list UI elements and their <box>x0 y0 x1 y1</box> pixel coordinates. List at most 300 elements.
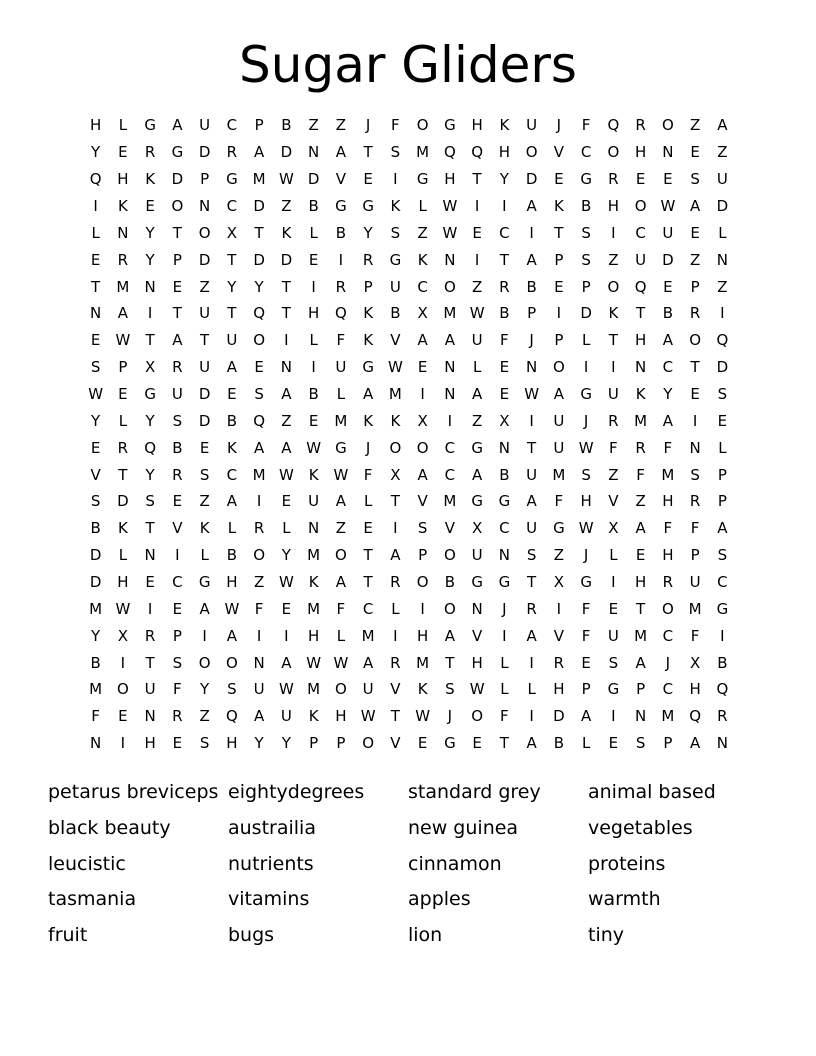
grid-letter: E <box>417 358 428 377</box>
grid-letter: Y <box>145 465 155 484</box>
grid-letter: Y <box>363 223 373 242</box>
word-bank-item: bugs <box>228 924 275 947</box>
grid-row <box>82 246 736 273</box>
grid-letter: O <box>416 116 429 135</box>
grid-letter: U <box>662 223 674 242</box>
grid-letter: E <box>363 170 373 189</box>
grid-letter: D <box>253 197 265 215</box>
grid-row <box>82 193 736 220</box>
grid-letter: L <box>718 223 727 242</box>
grid-letter: N <box>444 358 456 377</box>
grid-letter: A <box>362 385 374 404</box>
grid-letter: R <box>226 143 238 162</box>
grid-letter: X <box>608 519 619 538</box>
grid-letter: Q <box>634 277 647 296</box>
grid-letter: O <box>607 277 620 296</box>
grid-letter: M <box>89 599 103 618</box>
grid-letter: I <box>447 411 453 430</box>
grid-letter: D <box>307 170 320 189</box>
grid-letter: U <box>308 492 320 511</box>
grid-letter: S <box>581 465 591 484</box>
grid-letter: A <box>335 492 346 511</box>
grid-letter: W <box>469 680 485 699</box>
grid-letter: E <box>663 170 673 189</box>
grid-letter: H <box>335 707 347 726</box>
grid-letter: A <box>172 331 183 350</box>
grid-letter: E <box>363 519 373 538</box>
word-bank-item: proteins <box>588 852 666 875</box>
grid-letter: E <box>172 599 183 618</box>
word-bank-item: warmth <box>588 888 661 911</box>
grid-letter: I <box>338 250 344 269</box>
grid-letter: E <box>308 411 319 430</box>
grid-row <box>82 649 736 676</box>
grid-letter: C <box>717 573 728 592</box>
grid-letter: P <box>663 734 673 753</box>
grid-letter: D <box>198 385 211 404</box>
grid-letter: K <box>553 197 564 215</box>
grid-letter: Z <box>471 277 483 296</box>
grid-letter: R <box>144 626 156 645</box>
grid-letter: Z <box>308 116 319 135</box>
grid-letter: W <box>578 519 594 538</box>
grid-letter: E <box>717 411 728 430</box>
grid-letter: R <box>390 653 401 672</box>
grid-letter: G <box>607 680 620 699</box>
grid-letter: G <box>226 170 238 189</box>
grid-letter: N <box>144 277 156 296</box>
grid-letter: Z <box>717 143 728 162</box>
grid-letter: U <box>362 680 374 699</box>
letter-grid <box>82 112 736 757</box>
word-bank-item: new guinea <box>408 816 519 839</box>
grid-letter: Q <box>443 143 456 162</box>
grid-letter: M <box>661 707 675 726</box>
grid-letter: M <box>443 492 457 511</box>
grid-letter: G <box>444 116 456 135</box>
word-bank-item: animal based <box>588 781 716 803</box>
grid-letter: L <box>418 197 427 215</box>
grid-letter: F <box>663 438 673 457</box>
grid-letter: E <box>90 331 101 350</box>
grid-letter: X <box>689 653 701 672</box>
grid-letter: U <box>199 358 211 377</box>
grid-letter: A <box>471 385 483 404</box>
grid-letter: T <box>527 438 537 457</box>
grid-letter: W <box>115 599 131 618</box>
grid-letter: J <box>583 546 589 565</box>
grid-letter: E <box>499 385 510 404</box>
grid-letter: N <box>444 250 456 269</box>
grid-letter: N <box>526 358 538 377</box>
grid-letter: P <box>309 734 319 753</box>
grid-letter: D <box>525 170 538 189</box>
word-bank-item: austrailia <box>228 816 316 839</box>
grid-letter: C <box>662 358 674 377</box>
grid-letter: S <box>145 492 155 511</box>
grid-letter: N <box>144 546 156 565</box>
grid-letter: Y <box>254 277 264 296</box>
grid-letter: T <box>554 223 564 242</box>
grid-letter: M <box>552 465 566 484</box>
grid-letter: K <box>363 411 374 430</box>
grid-letter: M <box>416 143 430 162</box>
grid-row <box>82 354 736 381</box>
grid-letter: H <box>662 546 674 565</box>
grid-letter: K <box>145 170 156 189</box>
grid-letter: X <box>553 573 565 592</box>
grid-letter: Z <box>553 546 565 565</box>
grid-letter: K <box>117 197 128 215</box>
grid-row <box>82 166 736 193</box>
grid-letter: C <box>635 223 646 242</box>
grid-letter: H <box>607 197 620 215</box>
grid-letter: M <box>634 626 648 645</box>
grid-letter: H <box>144 734 156 753</box>
grid-letter: F <box>254 599 264 618</box>
grid-letter: U <box>635 250 647 269</box>
grid-letter: C <box>444 438 456 457</box>
grid-letter: T <box>445 653 455 672</box>
grid-letter: N <box>117 223 129 242</box>
grid-letter: Z <box>335 116 347 135</box>
grid-letter: Y <box>254 734 264 753</box>
grid-letter: C <box>226 116 238 135</box>
grid-letter: I <box>556 599 562 618</box>
grid-letter: S <box>172 653 183 672</box>
grid-letter: W <box>333 465 349 484</box>
grid-letter: B <box>90 653 101 672</box>
grid-row <box>82 139 736 166</box>
grid-letter: I <box>474 250 480 269</box>
grid-letter: Y <box>200 680 210 699</box>
grid-letter: N <box>90 304 102 323</box>
grid-letter: E <box>554 277 564 296</box>
grid-letter: M <box>252 170 266 189</box>
grid-letter: L <box>91 223 100 242</box>
grid-letter: A <box>526 492 537 511</box>
grid-row <box>82 327 736 354</box>
grid-letter: R <box>117 438 129 457</box>
grid-letter: S <box>581 250 591 269</box>
grid-letter: K <box>281 223 292 242</box>
grid-letter: S <box>390 143 401 162</box>
grid-letter: L <box>391 599 400 618</box>
grid-letter: U <box>199 304 211 323</box>
grid-letter: S <box>717 385 728 404</box>
grid-letter: H <box>117 573 129 592</box>
grid-letter: F <box>690 519 700 538</box>
grid-letter: E <box>635 546 646 565</box>
grid-letter: U <box>471 331 483 350</box>
grid-letter: E <box>281 492 292 511</box>
grid-letter: M <box>661 465 675 484</box>
grid-letter: G <box>198 573 211 592</box>
grid-letter: T <box>363 546 373 565</box>
grid-letter: U <box>226 331 238 350</box>
grid-letter: Y <box>91 143 101 162</box>
grid-letter: G <box>144 116 156 135</box>
grid-letter: E <box>554 170 564 189</box>
grid-letter: V <box>471 626 483 645</box>
grid-letter: R <box>689 492 701 511</box>
grid-letter: N <box>199 197 211 215</box>
grid-letter: M <box>361 626 375 645</box>
grid-letter: M <box>116 277 130 296</box>
grid-letter: Y <box>145 250 155 269</box>
grid-letter: W <box>442 223 458 242</box>
grid-letter: S <box>690 170 700 189</box>
grid-letter: X <box>117 626 129 645</box>
grid-letter: B <box>499 465 510 484</box>
grid-letter: H <box>634 573 647 592</box>
grid-letter: G <box>580 385 592 404</box>
grid-letter: N <box>90 734 102 753</box>
grid-letter: Q <box>471 143 484 162</box>
grid-letter: E <box>635 170 646 189</box>
grid-letter: B <box>308 385 319 404</box>
grid-letter: Z <box>717 277 728 296</box>
grid-letter: I <box>611 223 616 242</box>
grid-letter: M <box>443 304 457 323</box>
grid-row <box>82 515 736 542</box>
grid-letter: L <box>336 385 346 404</box>
grid-letter: P <box>172 626 182 645</box>
grid-letter: P <box>690 546 700 565</box>
grid-letter: C <box>499 519 510 538</box>
grid-letter: E <box>145 573 155 592</box>
grid-letter: E <box>90 438 101 457</box>
grid-letter: Q <box>253 411 266 430</box>
grid-letter: G <box>171 143 184 162</box>
grid-letter: D <box>89 573 102 592</box>
grid-letter: U <box>553 438 565 457</box>
grid-letter: C <box>662 680 674 699</box>
grid-letter: N <box>280 358 292 377</box>
word-bank-item: black beauty <box>48 816 171 839</box>
grid-letter: O <box>443 277 456 296</box>
grid-letter: Q <box>716 680 729 699</box>
grid-letter: Z <box>417 223 428 242</box>
grid-letter: I <box>420 385 425 404</box>
grid-letter: A <box>526 734 537 753</box>
grid-row <box>82 542 736 569</box>
grid-letter: V <box>444 519 455 538</box>
grid-letter: V <box>390 734 401 753</box>
grid-letter: P <box>717 492 727 511</box>
grid-letter: K <box>363 331 374 350</box>
grid-letter: Y <box>91 411 101 430</box>
grid-letter: F <box>663 519 673 538</box>
grid-letter: E <box>172 734 183 753</box>
grid-letter: B <box>553 734 565 753</box>
grid-letter: P <box>581 277 591 296</box>
grid-letter: R <box>144 143 156 162</box>
grid-letter: I <box>420 599 425 618</box>
grid-letter: T <box>527 573 537 592</box>
grid-letter: E <box>145 197 155 215</box>
grid-letter: V <box>608 492 619 511</box>
grid-letter: I <box>147 599 153 618</box>
grid-letter: W <box>415 707 431 726</box>
grid-letter: Z <box>471 411 483 430</box>
grid-letter: K <box>117 519 128 538</box>
grid-letter: B <box>172 438 183 457</box>
grid-letter: I <box>611 358 616 377</box>
grid-letter: D <box>198 250 211 269</box>
grid-letter: F <box>363 465 373 484</box>
grid-letter: D <box>198 411 211 430</box>
grid-letter: H <box>498 143 511 162</box>
grid-letter: O <box>116 680 129 699</box>
grid-letter: A <box>635 519 646 538</box>
grid-letter: U <box>553 411 565 430</box>
grid-letter: K <box>308 465 319 484</box>
grid-letter: B <box>308 197 319 215</box>
grid-row <box>82 300 736 327</box>
word-bank-item: standard grey <box>408 781 541 803</box>
grid-letter: I <box>393 519 398 538</box>
grid-letter: O <box>389 438 402 457</box>
grid-letter: C <box>417 277 428 296</box>
grid-letter: E <box>690 143 700 162</box>
grid-letter: Y <box>145 223 155 242</box>
grid-letter: I <box>611 573 616 592</box>
grid-letter: L <box>581 734 591 753</box>
grid-letter: K <box>608 304 619 323</box>
grid-letter: E <box>254 358 264 377</box>
grid-letter: W <box>387 358 403 377</box>
grid-letter: A <box>199 599 210 618</box>
grid-letter: F <box>690 626 700 645</box>
grid-letter: H <box>416 626 429 645</box>
grid-letter: G <box>471 438 483 457</box>
word-bank-item: tasmania <box>48 888 137 911</box>
grid-letter: A <box>580 707 592 726</box>
grid-letter: I <box>175 546 180 565</box>
grid-letter: S <box>526 546 537 565</box>
grid-letter: T <box>690 358 700 377</box>
grid-row <box>82 461 736 488</box>
grid-letter: I <box>720 304 725 323</box>
grid-letter: E <box>281 599 292 618</box>
grid-letter: O <box>443 599 456 618</box>
grid-letter: L <box>581 331 591 350</box>
grid-letter: F <box>581 599 591 618</box>
grid-letter: D <box>580 304 592 323</box>
grid-letter: L <box>309 223 318 242</box>
grid-letter: P <box>554 250 564 269</box>
grid-letter: X <box>417 304 428 323</box>
grid-letter: W <box>115 331 131 350</box>
grid-letter: G <box>471 573 483 592</box>
grid-letter: P <box>336 734 346 753</box>
grid-letter: N <box>471 599 483 618</box>
grid-letter: I <box>692 411 698 430</box>
grid-letter: K <box>390 411 401 430</box>
grid-letter: I <box>120 653 126 672</box>
grid-letter: L <box>718 438 727 457</box>
grid-letter: K <box>417 250 428 269</box>
grid-letter: H <box>662 492 674 511</box>
grid-letter: Y <box>145 411 155 430</box>
grid-letter: W <box>278 170 294 189</box>
grid-letter: W <box>578 438 594 457</box>
grid-letter: C <box>362 599 374 618</box>
grid-letter: R <box>499 277 510 296</box>
grid-letter: B <box>717 653 728 672</box>
grid-letter: W <box>278 573 294 592</box>
grid-letter: W <box>278 465 294 484</box>
grid-letter: M <box>688 599 702 618</box>
grid-letter: L <box>118 546 128 565</box>
grid-letter: R <box>608 170 619 189</box>
word-bank-item: nutrients <box>228 852 314 875</box>
grid-letter: M <box>307 599 321 618</box>
grid-letter: A <box>253 707 265 726</box>
grid-letter: H <box>471 653 483 672</box>
grid-letter: E <box>308 250 319 269</box>
grid-letter: F <box>636 465 645 484</box>
grid-letter: U <box>607 626 619 645</box>
grid-letter: M <box>252 465 266 484</box>
grid-letter: U <box>607 385 619 404</box>
grid-letter: A <box>253 438 265 457</box>
grid-letter: J <box>365 116 371 135</box>
grid-letter: R <box>362 250 374 269</box>
grid-row <box>82 381 736 408</box>
grid-letter: G <box>335 438 347 457</box>
grid-letter: N <box>635 358 647 377</box>
grid-letter: S <box>690 465 700 484</box>
grid-letter: L <box>282 519 291 538</box>
grid-letter: B <box>526 277 537 296</box>
grid-letter: G <box>362 197 374 215</box>
grid-letter: Z <box>608 250 619 269</box>
grid-letter: J <box>583 411 589 430</box>
grid-letter: O <box>689 331 702 350</box>
grid-letter: T <box>499 250 509 269</box>
grid-letter: A <box>526 250 537 269</box>
grid-letter: S <box>390 223 401 242</box>
grid-letter: E <box>172 277 183 296</box>
grid-letter: A <box>417 331 428 350</box>
grid-row <box>82 273 736 300</box>
grid-letter: W <box>524 385 540 404</box>
grid-letter: E <box>608 734 619 753</box>
grid-letter: W <box>660 197 676 215</box>
grid-letter: C <box>662 626 674 645</box>
grid-letter: C <box>226 465 238 484</box>
grid-letter: E <box>472 223 482 242</box>
grid-letter: O <box>253 331 266 350</box>
grid-letter: G <box>471 492 483 511</box>
grid-letter: W <box>360 707 376 726</box>
grid-letter: M <box>416 653 430 672</box>
grid-letter: J <box>365 438 371 457</box>
word-bank-item: vitamins <box>228 888 310 911</box>
grid-letter: A <box>635 653 646 672</box>
grid-letter: D <box>662 250 674 269</box>
grid-letter: M <box>388 385 402 404</box>
grid-letter: O <box>198 653 211 672</box>
grid-letter: T <box>281 277 291 296</box>
grid-letter: F <box>500 707 509 726</box>
grid-letter: P <box>581 680 591 699</box>
grid-letter: S <box>227 680 237 699</box>
grid-letter: V <box>417 492 428 511</box>
grid-letter: T <box>145 519 155 538</box>
